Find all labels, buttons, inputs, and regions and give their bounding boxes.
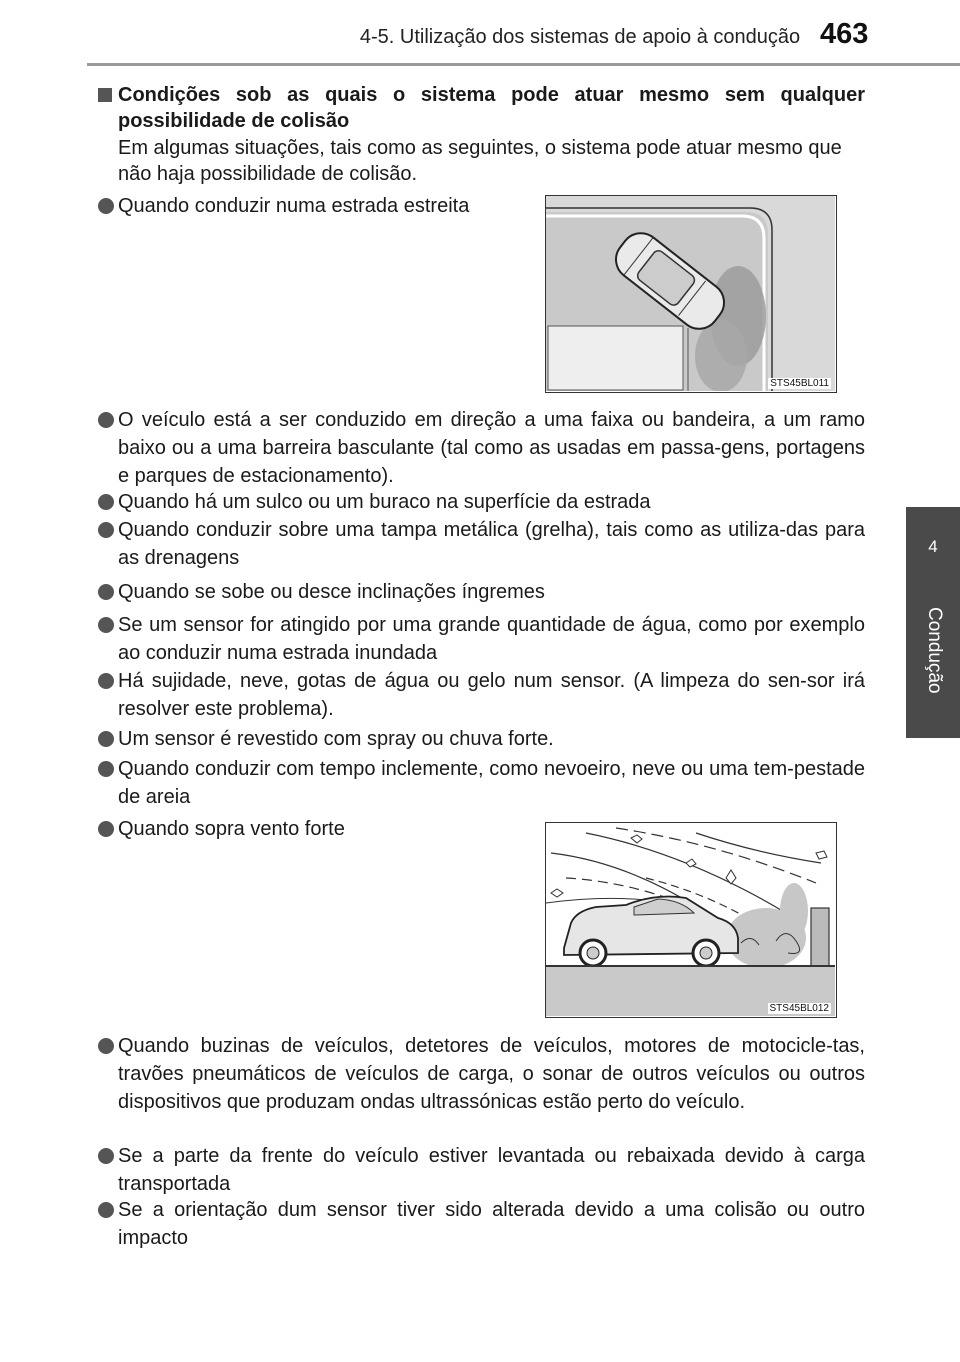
list-item-text: O veículo está a ser conduzido em direção a uma faixa ou bandeira, a um ramo baixo ou a uma barreira basculante (tal como as usadas em passa-gens, portagens e parques de estacionamento). (118, 409, 865, 487)
side-tab-label: Condução (924, 607, 945, 694)
list-item-text: Quando há um sulco ou um buraco na superfície da estrada (118, 491, 651, 513)
page-number: 463 (820, 18, 869, 50)
heading-square-icon (98, 88, 112, 102)
bullet-icon (98, 1038, 114, 1054)
list-item (98, 815, 528, 843)
chapter-title: 4-5. Utilização dos sistemas de apoio à condução (359, 26, 801, 48)
section-intro: Em algumas situações, tais como as seguintes, o sistema pode atuar mesmo que não haja possibilidade de colisão. (118, 137, 842, 185)
figure-code: STS45BL012 (769, 1003, 829, 1014)
list-item (98, 611, 865, 667)
list-item-text: Há sujidade, neve, gotas de água ou gelo num sensor. (A limpeza do sen-sor irá resolver este problema). (118, 670, 865, 720)
bullet-icon (98, 617, 114, 633)
list-item (98, 755, 865, 811)
bullet-icon (98, 821, 114, 837)
bullet-icon (98, 761, 114, 777)
list-item-text: Se um sensor for atingido por uma grande quantidade de água, como por exemplo ao conduzir numa estrada inundada (118, 614, 865, 664)
list-item (98, 406, 865, 490)
bullet-icon (98, 1148, 114, 1164)
list-item-text: Quando sopra vento forte (118, 818, 345, 840)
strong-wind-illustration (546, 823, 835, 1016)
list-item-text: Quando conduzir sobre uma tampa metálica (grelha), tais como as utiliza-das para as drenagens (118, 519, 865, 569)
list-item (98, 516, 865, 572)
bullet-icon (98, 494, 114, 510)
figure-strong-wind (545, 822, 837, 1018)
figure-code: STS45BL011 (770, 378, 829, 389)
list-item (98, 725, 865, 753)
list-item (98, 192, 528, 220)
bullet-icon (98, 584, 114, 600)
list-item-text: Quando conduzir numa estrada estreita (118, 195, 470, 217)
bullet-icon (98, 522, 114, 538)
list-item (98, 667, 865, 723)
bullet-icon (98, 198, 114, 214)
figure-narrow-road (545, 195, 837, 393)
section-title-text: Condições sob as quais o sistema pode atuar mesmo sem qualquer possibilidade de colisão (118, 84, 865, 132)
bullet-icon (98, 673, 114, 689)
list-item-text: Quando conduzir com tempo inclemente, como nevoeiro, neve ou uma tem-pestade de areia (118, 758, 865, 808)
header-divider (87, 63, 960, 66)
section-heading (98, 82, 865, 134)
chapter-side-tab (906, 507, 960, 738)
narrow-road-illustration (546, 196, 835, 391)
list-item (98, 1196, 865, 1252)
list-item-text: Um sensor é revestido com spray ou chuva forte. (118, 728, 554, 750)
list-item (98, 578, 865, 606)
bullet-icon (98, 412, 114, 428)
list-item-text: Se a parte da frente do veículo estiver levantada ou rebaixada devido à carga transportada (118, 1145, 865, 1195)
list-item (98, 1032, 865, 1116)
list-item-text: Quando se sobe ou desce inclinações íngremes (118, 581, 545, 603)
list-item-text: Quando buzinas de veículos, detetores de veículos, motores de motocicle-tas, travões pneumáticos de veículos de carga, o sonar de outros veículos ou outros dispositivos que produzam ondas ultrassónicas estão perto do veículo. (118, 1035, 865, 1113)
side-tab-number: 4 (928, 537, 938, 556)
bullet-icon (98, 1202, 114, 1218)
list-item (98, 488, 865, 516)
bullet-icon (98, 731, 114, 747)
list-item (98, 1142, 865, 1198)
list-item-text: Se a orientação dum sensor tiver sido alterada devido a uma colisão ou outro impacto (118, 1199, 865, 1249)
